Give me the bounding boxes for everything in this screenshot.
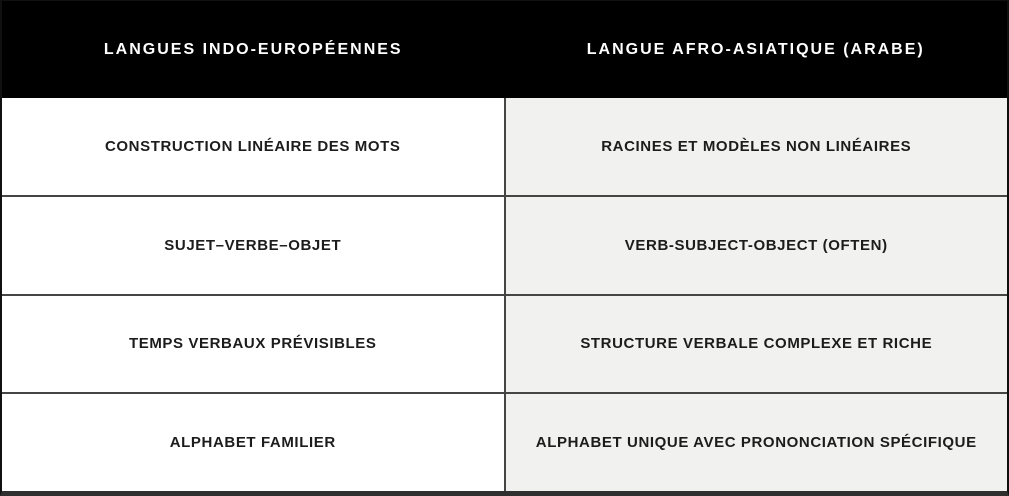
- table-cell-row2-left: SUJET–VERBE–OBJET: [2, 197, 504, 294]
- column-header-afro-asiatic: LANGUE AFRO-ASIATIQUE (ARABE): [586, 40, 925, 58]
- table-cell-row1-right: RACINES ET MODÈLES NON LINÉAIRES: [506, 98, 1008, 195]
- table-cell-row1-left: CONSTRUCTION LINÉAIRE DES MOTS: [2, 98, 504, 195]
- table-cell-row4-left: ALPHABET FAMILIER: [2, 394, 504, 491]
- table-cell-row2-right: VERB-SUBJECT-OBJECT (OFTEN): [506, 197, 1008, 294]
- table-cell-row3-left: TEMPS VERBAUX PRÉVISIBLES: [2, 296, 504, 393]
- table-cell-row3-right: STRUCTURE VERBALE COMPLEXE ET RICHE: [506, 296, 1008, 393]
- table-cell-row4-right: ALPHABET UNIQUE AVEC PRONONCIATION SPÉCIFIQUE: [506, 394, 1008, 491]
- table-body: [2, 98, 1007, 491]
- column-header-indo-european: LANGUES INDO-EUROPÉENNES: [103, 40, 403, 58]
- table-header-row: [2, 1, 1007, 98]
